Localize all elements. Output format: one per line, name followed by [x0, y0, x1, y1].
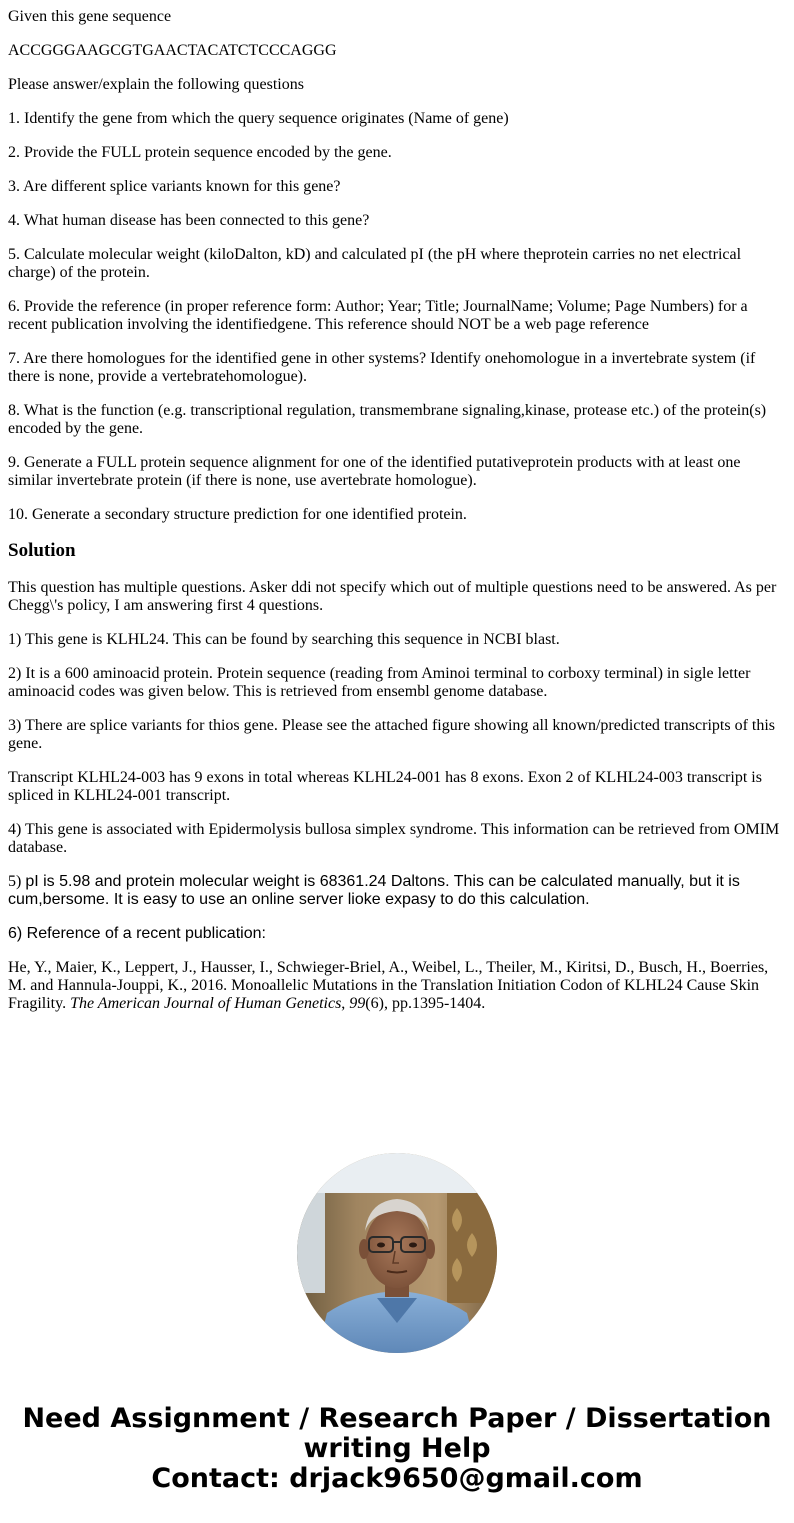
- solution-answer-6: 6) Reference of a recent publication:: [8, 925, 266, 942]
- question-item-4: 4. What human disease has been connected to this gene?: [8, 212, 370, 229]
- question-item-5: 5. Calculate molecular weight (kiloDalton, kD) and calculated pI (the pH where theprotein carries no net electrical charge) of the protein.: [8, 246, 742, 281]
- solution-answer-4: 4) This gene is associated with Epidermolysis bullosa simplex syndrome. This information can be retrieved from OMIM database.: [8, 821, 780, 856]
- author-avatar: [297, 1153, 497, 1353]
- reference-pages: (6), pp.1395-1404.: [365, 995, 486, 1012]
- question-item-3: 3. Are different splice variants known for this gene?: [8, 178, 341, 195]
- solution-transcript-note: Transcript KLHL24-003 has 9 exons in total whereas KLHL24-001 has 8 exons. Exon 2 of KLHL24-003 transcript is spliced in KLHL24-001 transcript.: [8, 769, 762, 804]
- promo-footer: [0, 1404, 794, 1494]
- reference-volume: 99: [349, 995, 366, 1012]
- question-prompt: Please answer/explain the following questions: [8, 76, 304, 93]
- solution-answer-3: 3) There are splice variants for thios gene. Please see the attached figure showing all known/predicted transcripts of this gene.: [8, 717, 776, 752]
- reference-journal: The American Journal of Human Genetics: [70, 995, 342, 1012]
- reference-authors: He, Y., Maier, K., Leppert, J., Hausser, I., Schwieger-Briel, A., Weibel, L., Theiler, M., Kiritsi, D., Busch, H., Boerries, M. and Hannula-Jouppi, K., 2016. Monoallelic Mutations in the Translation Initiation Codon of KLHL24 Cause Skin Fragility.: [8, 959, 769, 1012]
- question-item-9: 9. Generate a FULL protein sequence alignment for one of the identified putativeprotein products with at least one similar invertebrate protein (if there is none, use avertebrate homologue).: [8, 454, 741, 489]
- gene-sequence: ACCGGGAAGCGTGAACTACATCTCCCAGGG: [8, 42, 337, 59]
- solution-answer-2: 2) It is a 600 aminoacid protein. Protein sequence (reading from Aminoi terminal to corboxy terminal) in sigle letter aminoacid codes was given below. This is retrieved from ensembl genome database.: [8, 665, 751, 700]
- answer-5-text: pI is 5.98 and protein molecular weight is 68361.24 Daltons. This can be calculated manually, but it is cum,bersome. It is easy to use an online server lioke expasy to do this calculation.: [8, 873, 740, 908]
- solution-paragraph: This question has multiple questions. Asker ddi not specify which out of multiple questions need to be answered. As per Chegg\'s policy, I am answering first 4 questions.: [8, 579, 777, 614]
- footer-line-1: Need Assignment / Research Paper / Dissertation: [22, 1403, 772, 1434]
- question-item-6: 6. Provide the reference (in proper reference form: Author; Year; Title; JournalName; Volume; Page Numbers) for a recent publication involving the identifiedgene. This reference should NOT be a web page reference: [8, 298, 748, 333]
- reference-citation: [8, 959, 786, 1013]
- question-item-7: 7. Are there homologues for the identified gene in other systems? Identify onehomologue in a invertebrate system (if there is none, provide a vertebratehomologue).: [8, 350, 756, 385]
- question-item-8: 8. What is the function (e.g. transcriptional regulation, transmembrane signaling,kinase, protease etc.) of the protein(s) encoded by the gene.: [8, 402, 767, 437]
- question-item-10: 10. Generate a secondary structure prediction for one identified protein.: [8, 506, 467, 523]
- question-intro: Given this gene sequence: [8, 8, 172, 25]
- solution-heading: Solution: [8, 540, 76, 561]
- author-photo: [297, 1153, 497, 1353]
- question-item-1: 1. Identify the gene from which the query sequence originates (Name of gene): [8, 110, 509, 127]
- footer-line-2: writing Help: [303, 1433, 491, 1464]
- reference-sep: ,: [341, 995, 350, 1012]
- answer-5-prefix: 5): [8, 873, 26, 890]
- document-content: [8, 8, 786, 1029]
- question-item-2: 2. Provide the FULL protein sequence encoded by the gene.: [8, 144, 392, 161]
- solution-answer-1: 1) This gene is KLHL24. This can be found by searching this sequence in NCBI blast.: [8, 631, 560, 648]
- footer-contact: Contact: drjack9650@gmail.com: [151, 1463, 643, 1494]
- solution-answer-5: [8, 873, 786, 909]
